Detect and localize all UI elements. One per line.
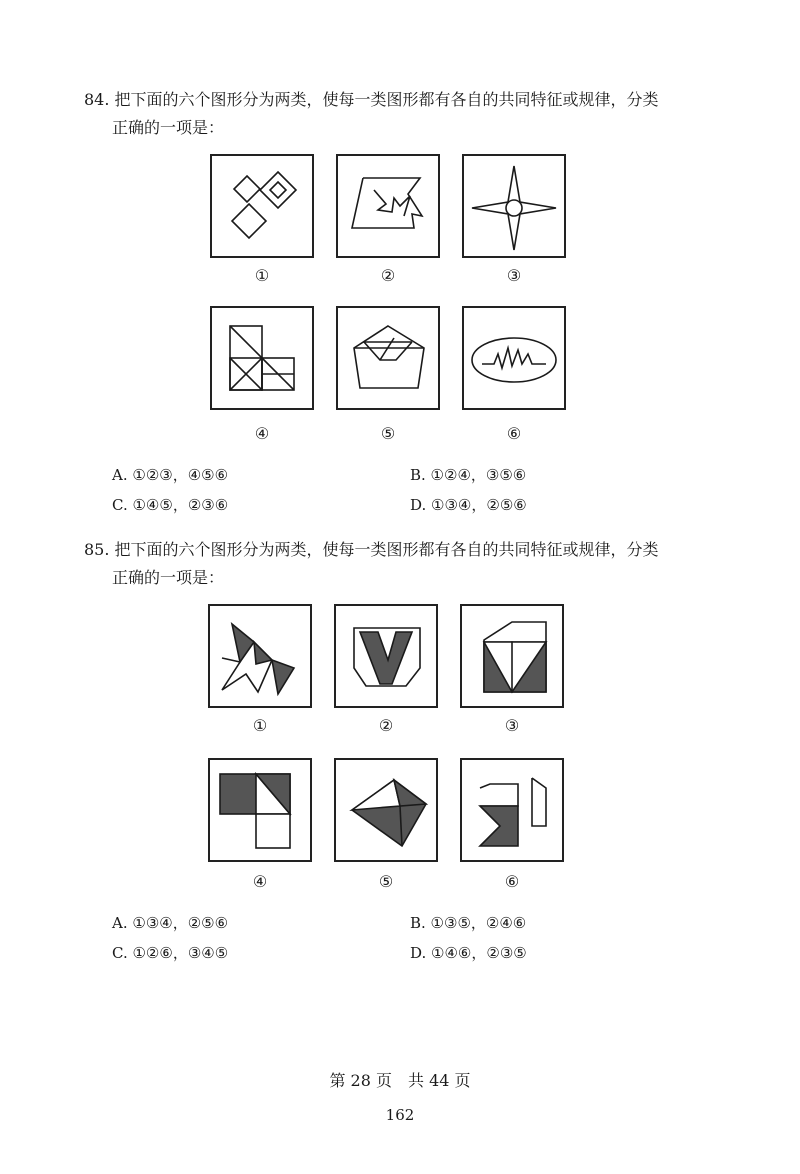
- question-stem-line2: 正确的一项是：: [112, 568, 225, 587]
- q84-option-d[interactable]: D. ①③④，②⑤⑥: [410, 496, 527, 514]
- q84-figure-4: [210, 306, 314, 410]
- q84-option-b[interactable]: B. ①②④，③⑤⑥: [410, 466, 527, 484]
- question-stem-line2: 正确的一项是：: [112, 118, 225, 137]
- q84-label-4: ④: [254, 424, 270, 443]
- q84-label-3: ③: [506, 266, 522, 285]
- q85-figure-6: [460, 758, 564, 862]
- question-84-text: [84, 86, 724, 142]
- q85-label-5: ⑤: [378, 872, 394, 891]
- q84-label-1: ①: [254, 266, 270, 285]
- q85-figure-5: [334, 758, 438, 862]
- q85-figure-1: [208, 604, 312, 708]
- q84-label-5: ⑤: [380, 424, 396, 443]
- q84-figure-3: [462, 154, 566, 258]
- q85-option-b[interactable]: B. ①③⑤，②④⑥: [410, 914, 527, 932]
- q85-figure-3: [460, 604, 564, 708]
- q85-label-6: ⑥: [504, 872, 520, 891]
- q85-option-c[interactable]: C. ①②⑥，③④⑤: [112, 944, 229, 962]
- q85-label-4: ④: [252, 872, 268, 891]
- q85-option-a[interactable]: A. ①③④，②⑤⑥: [112, 914, 229, 932]
- question-stem-line1: 把下面的六个图形分为两类，使每一类图形都有各自的共同特征或规律，分类: [114, 90, 659, 109]
- page-number: 162: [385, 1106, 415, 1124]
- q85-label-2: ②: [378, 716, 394, 735]
- q84-label-2: ②: [380, 266, 396, 285]
- q84-option-c[interactable]: C. ①④⑤，②③⑥: [112, 496, 229, 514]
- q84-figure-1: [210, 154, 314, 258]
- q85-label-1: ①: [252, 716, 268, 735]
- q85-figure-4: [208, 758, 312, 862]
- q85-option-d[interactable]: D. ①④⑥，②③⑤: [410, 944, 527, 962]
- question-number: 85.: [84, 540, 110, 559]
- question-85-text: [84, 536, 724, 592]
- q84-figure-6: [462, 306, 566, 410]
- q85-figure-2: [334, 604, 438, 708]
- q84-figure-2: [336, 154, 440, 258]
- question-stem-line1: 把下面的六个图形分为两类，使每一类图形都有各自的共同特征或规律，分类: [114, 540, 659, 559]
- q84-option-a[interactable]: A. ①②③，④⑤⑥: [112, 466, 229, 484]
- q84-label-6: ⑥: [506, 424, 522, 443]
- page-info: 第 28 页 共 44 页: [329, 1071, 471, 1090]
- q85-label-3: ③: [504, 716, 520, 735]
- q84-figure-5: [336, 306, 440, 410]
- question-number: 84.: [84, 90, 110, 109]
